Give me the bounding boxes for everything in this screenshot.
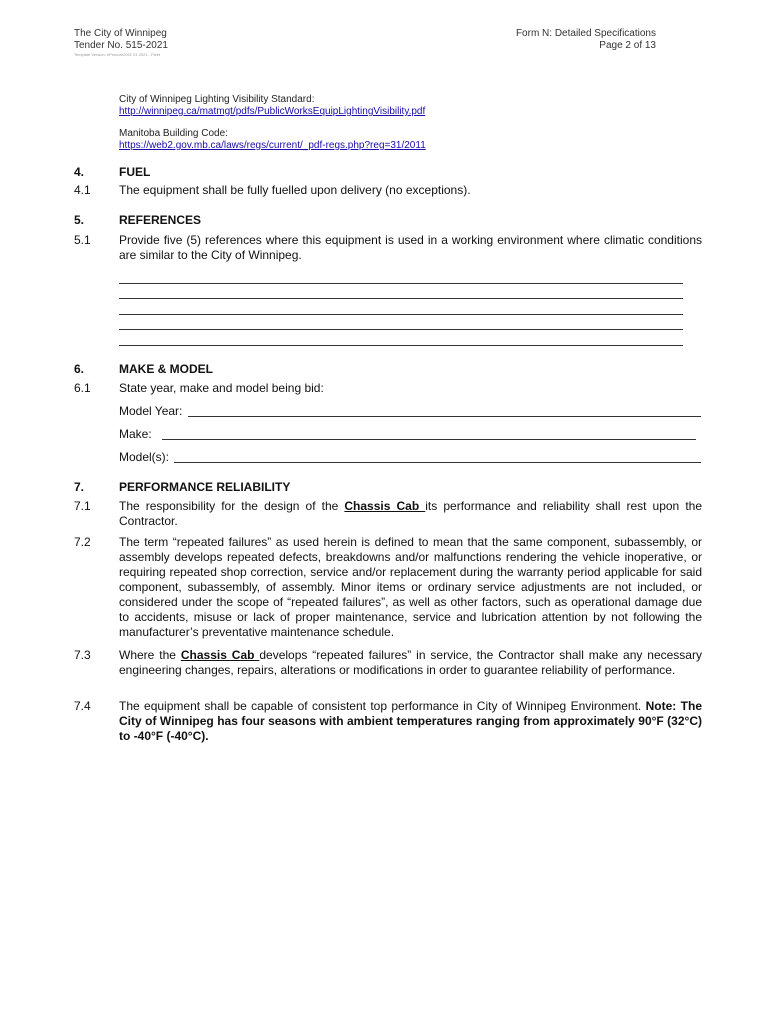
lighting-standard-label: City of Winnipeg Lighting Visibility Standard: — [119, 94, 315, 105]
tender-number: Tender No. 515-2021 — [74, 40, 168, 51]
reference-links — [119, 94, 426, 152]
template-note: Template Version: eProcure2021 01 2021 - Fleet — [74, 52, 161, 57]
section-number: 4. — [74, 165, 85, 179]
clause-text: The equipment shall be capable of consistent top performance in City of Winnipeg Environment. Note: The City of Winnipeg has four seasons with ambient temperatures ranging from approximately 90°F (32°C) to -40°F (-40°C). — [119, 699, 702, 743]
section-title: FUEL — [119, 165, 151, 179]
chassis-cab-term: Chassis Cab — [344, 499, 426, 513]
page-number: Page 2 of 13 — [599, 40, 656, 51]
clause-number: 7.1 — [74, 499, 91, 513]
building-code-label: Manitoba Building Code: — [119, 128, 228, 139]
section-title: PERFORMANCE RELIABILITY — [119, 480, 291, 494]
clause-text: The equipment shall be fully fuelled upon delivery (no exceptions). — [119, 183, 471, 197]
clause-text: The term “repeated failures” as used herein is defined to mean that the same component, subassembly, or assembly develops repeated defects, breakdowns and/or malfunctions rendering the vehicle inoperative, or requiring repeated shop correction, service and/or replacement during the warranty period applicable for said component, subassembly, of assembly. Minor items or ordinary service adjustments are not included, or considered under the scope of “repeated failures”, as well as other factors, such as operational damage due to accidents, misuse or lack of proper maintenance, service and lubrication attention by not following the manufacturer’s preventative maintenance schedule. — [119, 535, 702, 639]
clause-text: State year, make and model being bid: — [119, 381, 324, 395]
clause-text: Provide five (5) references where this equipment is used in a working environment where climatic conditions are similar to the City of Winnipeg. — [119, 233, 702, 262]
header-left — [74, 28, 168, 58]
section-number: 5. — [74, 213, 85, 227]
form-title: Form N: Detailed Specifications — [515, 28, 656, 39]
lighting-standard-link[interactable]: http://winnipeg.ca/matmgt/pdfs/PublicWorksEquipLightingVisibility.pdf — [119, 106, 426, 117]
reference-blank-line[interactable] — [119, 298, 683, 299]
reference-blank-line[interactable] — [119, 345, 683, 346]
building-code-link[interactable]: https://web2.gov.mb.ca/laws/regs/current/_pdf-regs.php?reg=31/2011 — [119, 140, 426, 151]
section-title: MAKE & MODEL — [119, 362, 213, 376]
model-year-field[interactable] — [188, 416, 701, 417]
reference-blank-line[interactable] — [119, 329, 683, 330]
clause-number: 6.1 — [74, 381, 91, 395]
clause-number: 7.4 — [74, 699, 91, 713]
make-field[interactable] — [162, 439, 696, 440]
section-number: 7. — [74, 480, 85, 494]
models-field[interactable] — [174, 462, 701, 463]
reference-blank-line[interactable] — [119, 283, 683, 284]
section-title: REFERENCES — [119, 213, 202, 227]
reference-blank-line[interactable] — [119, 314, 683, 315]
clause-number: 4.1 — [74, 183, 91, 197]
clause-number: 5.1 — [74, 233, 91, 247]
clause-text: The responsibility for the design of the Chassis Cab its performance and reliability shall rest upon the Contractor. — [119, 499, 702, 528]
clause-text: Where the Chassis Cab develops “repeated failures” in service, the Contractor shall make any necessary engineering changes, repairs, alterations or modifications in order to guarantee reliability of performance. — [119, 648, 702, 677]
org-name: The City of Winnipeg — [74, 28, 167, 39]
model-year-label: Model Year: — [119, 404, 183, 418]
section-number: 6. — [74, 362, 85, 376]
temperature-note: Note: The City of Winnipeg has four seasons with ambient temperatures ranging from approximately 90°F (32°C) to -40°F (-40°C). — [119, 699, 702, 743]
chassis-cab-term: Chassis Cab — [180, 648, 260, 662]
models-label: Model(s): — [119, 450, 170, 464]
clause-number: 7.2 — [74, 535, 91, 549]
header-right — [516, 28, 656, 52]
make-label: Make: — [119, 427, 152, 441]
clause-number: 7.3 — [74, 648, 91, 662]
